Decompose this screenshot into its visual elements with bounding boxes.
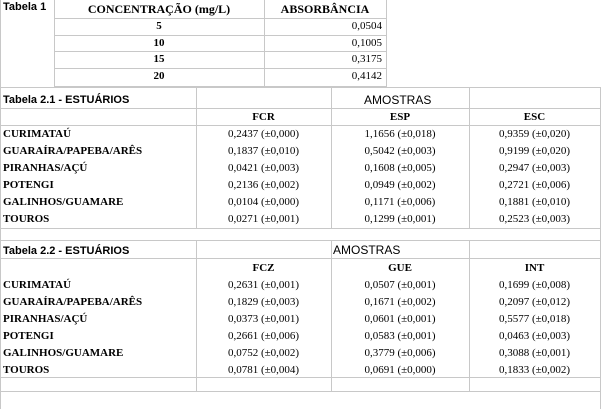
row-label: POTENGI: [3, 330, 54, 342]
group-header-amostras: AMOSTRAS: [364, 93, 432, 107]
table-cell: 0,2437 (±0,000): [227, 128, 300, 140]
table-cell: 0,0504: [351, 20, 382, 32]
group-header-amostras: AMOSTRAS: [333, 243, 401, 257]
table-cell: 0,0752 (±0,002): [227, 347, 300, 359]
table-cell: 0,3779 (±0,006): [364, 347, 436, 359]
table-cell: 0,0373 (±0,001): [227, 313, 300, 325]
row-label: TOUROS: [3, 213, 50, 225]
table-cell: 0,0463 (±0,003): [498, 330, 571, 342]
table-cell: 0,1699 (±0,008): [498, 279, 571, 291]
row-label: GALINHOS/GUAMARE: [3, 196, 124, 208]
tabela-1-label: Tabela 1: [3, 1, 47, 13]
table-cell: 0,1671 (±0,002): [364, 296, 436, 308]
table-cell: 0,0781 (±0,004): [227, 364, 300, 376]
table-cell: 0,2136 (±0,002): [227, 179, 300, 191]
table-cell: 0,2523 (±0,003): [498, 213, 571, 225]
table-cell: 0,4142: [351, 70, 382, 82]
table-cell: 0,9359 (±0,020): [498, 128, 571, 140]
col-header-esp: ESP: [389, 111, 411, 123]
tabela-2-1-label: Tabela 2.1 - ESTUÁRIOS: [3, 94, 130, 106]
table-cell: 0,1833 (±0,002): [498, 364, 571, 376]
tabela-2-2-label: Tabela 2.2 - ESTUÁRIOS: [3, 245, 130, 257]
table-cell: 0,1608 (±0,005): [364, 162, 436, 174]
table-cell: 0,3088 (±0,001): [498, 347, 571, 359]
col-header-fcr: FCR: [252, 111, 275, 123]
table-cell: 0,3175: [351, 53, 382, 65]
col-header-concentracao: CONCENTRAÇÃO (mg/L): [87, 2, 231, 16]
table-cell: 0,1005: [351, 37, 382, 49]
table-cell: 0,0691 (±0,000): [364, 364, 436, 376]
table-cell: 0,2947 (±0,003): [498, 162, 571, 174]
row-label: TOUROS: [3, 364, 50, 376]
table-cell: 5: [156, 20, 162, 32]
col-header-int: INT: [524, 262, 545, 274]
col-header-gue: GUE: [388, 262, 412, 274]
table-cell: 0,2661 (±0,006): [227, 330, 300, 342]
row-label: PIRANHAS/AÇÚ: [3, 313, 88, 325]
row-label: GUARAÍRA/PAPEBA/ARÊS: [3, 145, 143, 157]
row-label: CURIMATAÚ: [3, 128, 72, 140]
row-label: GUARAÍRA/PAPEBA/ARÊS: [3, 296, 143, 308]
table-cell: 0,0601 (±0,001): [364, 313, 436, 325]
table-cell: 0,5042 (±0,003): [364, 145, 436, 157]
table-cell: 0,0507 (±0,001): [364, 279, 436, 291]
col-header-absorbancia: ABSORBÂNCIA: [280, 2, 370, 16]
table-cell: 0,1829 (±0,003): [227, 296, 300, 308]
table-cell: 0,1299 (±0,001): [364, 213, 436, 225]
table-cell: 0,0271 (±0,001): [227, 213, 300, 225]
table-cell: 0,0104 (±0,000): [227, 196, 300, 208]
table-cell: 0,5577 (±0,018): [498, 313, 571, 325]
table-cell: 0,1171 (±0,006): [364, 196, 436, 208]
table-cell: 0,1837 (±0,010): [227, 145, 300, 157]
col-header-esc: ESC: [523, 111, 546, 123]
row-label: POTENGI: [3, 179, 54, 191]
table-cell: 20: [153, 70, 165, 82]
table-cell: 0,0949 (±0,002): [364, 179, 436, 191]
row-label: PIRANHAS/AÇÚ: [3, 162, 88, 174]
col-header-fcz: FCZ: [252, 262, 275, 274]
table-cell: 0,9199 (±0,020): [498, 145, 571, 157]
table-cell: 0,1881 (±0,010): [498, 196, 571, 208]
row-label: GALINHOS/GUAMARE: [3, 347, 124, 359]
table-cell: 15: [153, 53, 165, 65]
row-label: CURIMATAÚ: [3, 279, 72, 291]
table-cell: 0,0421 (±0,003): [227, 162, 300, 174]
table-cell: 0,2721 (±0,006): [498, 179, 571, 191]
table-cell: 0,0583 (±0,001): [364, 330, 436, 342]
table-cell: 0,2631 (±0,001): [227, 279, 300, 291]
table-cell: 10: [153, 37, 165, 49]
table-cell: 0,2097 (±0,012): [498, 296, 571, 308]
table-cell: 1,1656 (±0,018): [364, 128, 436, 140]
